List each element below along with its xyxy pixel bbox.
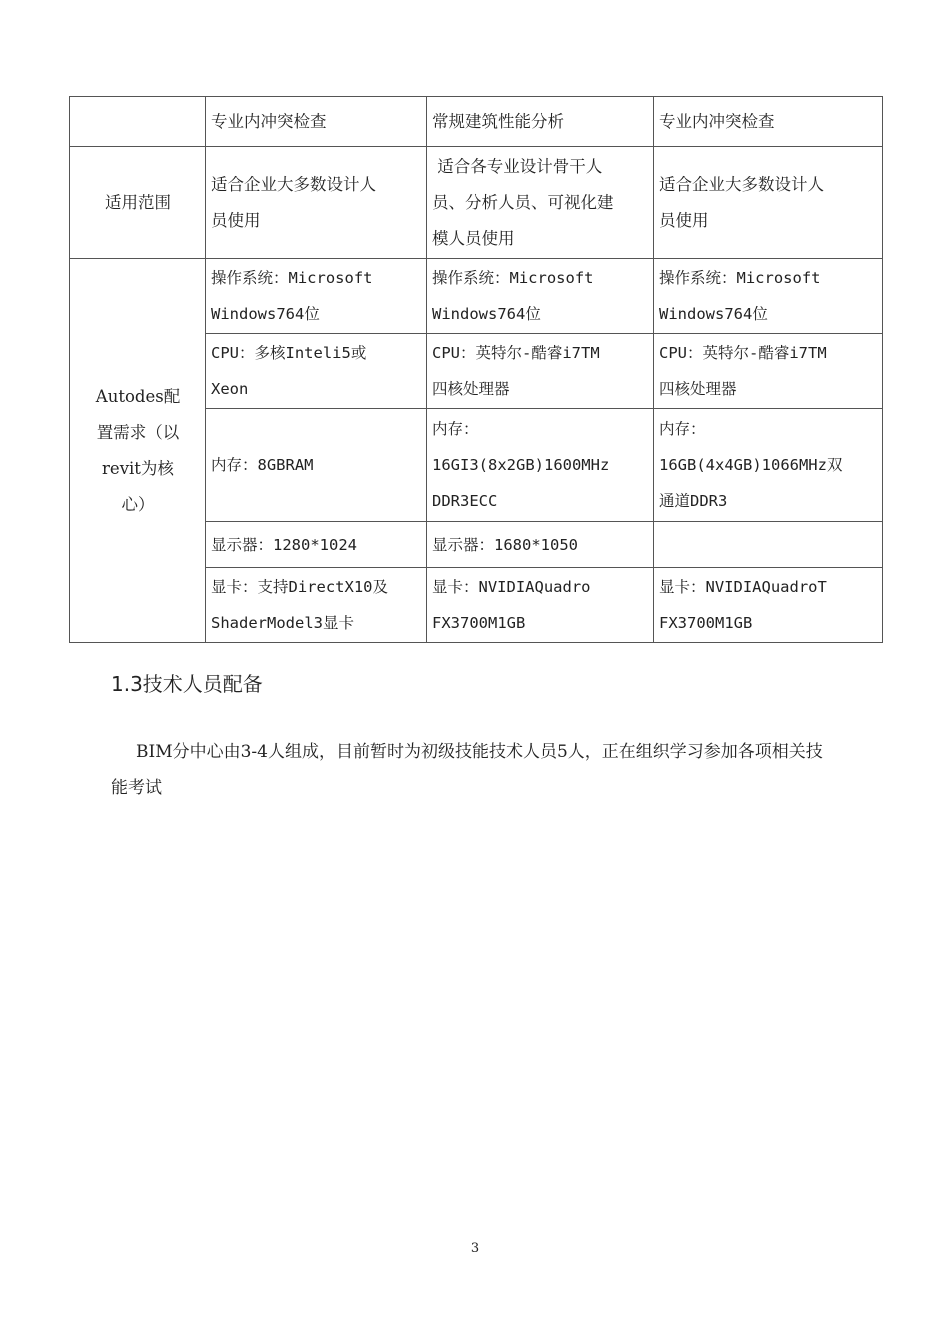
row-label-config bbox=[70, 259, 206, 643]
table-cell bbox=[427, 147, 654, 259]
cell-line: 操作系统：Microsoft bbox=[432, 269, 594, 287]
table-cell bbox=[427, 568, 654, 643]
table-cell bbox=[654, 147, 883, 259]
cell-line: FX3700M1GB bbox=[432, 614, 526, 632]
cell-line: 员、分析人员、可视化建 bbox=[432, 192, 614, 212]
section-title: 1.3技术人员配备 bbox=[111, 672, 263, 696]
cell-line: 内存： bbox=[432, 420, 479, 438]
page-number: 3 bbox=[470, 1241, 480, 1256]
table-cell bbox=[654, 334, 883, 409]
cell-line: 显示器：1680*1050 bbox=[432, 535, 578, 554]
table-cell bbox=[206, 522, 427, 568]
cell-line: 通道DDR3 bbox=[659, 492, 728, 510]
cell-line: Windows764位 bbox=[659, 305, 768, 323]
cell-line: 内存：8GBRAM bbox=[211, 456, 314, 474]
cell-line: 适合企业大多数设计人 bbox=[659, 174, 824, 194]
section-paragraph: BIM分中心由3-4人组成，目前暂时为初级技能技术人员5人，正在组织学习参加各项相关技能考试 bbox=[111, 742, 823, 798]
cell-line: 四核处理器 bbox=[432, 380, 510, 398]
cell-line: 员使用 bbox=[659, 210, 709, 230]
cell-line: Xeon bbox=[211, 380, 249, 398]
config-label-line: revit为核 bbox=[102, 458, 174, 478]
cell-line: Windows764位 bbox=[211, 305, 320, 323]
header-cell: 专业内冲突检查 bbox=[654, 97, 883, 147]
cell-line: 操作系统：Microsoft bbox=[211, 269, 373, 287]
table-row-os bbox=[70, 259, 883, 334]
table-cell bbox=[206, 334, 427, 409]
table-cell bbox=[654, 259, 883, 334]
cell-line: 模人员使用 bbox=[432, 228, 515, 248]
table-cell bbox=[206, 259, 427, 334]
config-label-line: 置需求（以 bbox=[96, 422, 180, 442]
cell-line: 适合各专业设计骨干人 bbox=[432, 156, 603, 176]
cell-line: 内存： bbox=[659, 420, 706, 438]
config-label-line: 心） bbox=[121, 494, 155, 514]
table-row-scope bbox=[70, 147, 883, 259]
table-cell bbox=[654, 409, 883, 522]
cell-line: FX3700M1GB bbox=[659, 614, 753, 632]
cell-line: CPU：多核Inteli5或 bbox=[211, 344, 367, 362]
spec-table bbox=[69, 96, 883, 643]
cell-line: 适合企业大多数设计人 bbox=[211, 174, 376, 194]
table-cell bbox=[427, 334, 654, 409]
cell-line: ShaderModel3显卡 bbox=[211, 614, 354, 632]
table-cell bbox=[206, 568, 427, 643]
cell-line: 显卡：NVIDIAQuadro bbox=[432, 578, 591, 596]
table-cell bbox=[654, 568, 883, 643]
table-cell bbox=[206, 147, 427, 259]
cell-line: CPU：英特尔-酷睿i7TM bbox=[659, 344, 827, 362]
cell-line: DDR3ECC bbox=[432, 492, 498, 510]
cell-line: 16GI3(8x2GB)1600MHz bbox=[432, 456, 610, 474]
table-cell-empty bbox=[654, 522, 883, 568]
cell-line: 员使用 bbox=[211, 210, 261, 230]
table-cell bbox=[427, 259, 654, 334]
table-header-row bbox=[70, 97, 883, 147]
cell-line: CPU：英特尔-酷睿i7TM bbox=[432, 344, 600, 362]
row-label-scope: 适用范围 bbox=[70, 147, 206, 259]
cell-line: 显卡：支持DirectX10及 bbox=[211, 578, 388, 596]
cell-line: 显示器：1280*1024 bbox=[211, 535, 357, 554]
cell-line: 显卡：NVIDIAQuadroT bbox=[659, 578, 827, 596]
table-cell bbox=[427, 409, 654, 522]
cell-line: 16GB(4x4GB)1066MHz双 bbox=[659, 456, 843, 474]
cell-line: 四核处理器 bbox=[659, 380, 737, 398]
table-cell bbox=[206, 409, 427, 522]
cell-line: Windows764位 bbox=[432, 305, 541, 323]
header-cell: 常规建筑性能分析 bbox=[427, 97, 654, 147]
header-cell-empty bbox=[70, 97, 206, 147]
header-cell: 专业内冲突检查 bbox=[206, 97, 427, 147]
table-cell bbox=[427, 522, 654, 568]
cell-line: 操作系统：Microsoft bbox=[659, 269, 821, 287]
config-label-line: Autodes配 bbox=[95, 386, 181, 406]
